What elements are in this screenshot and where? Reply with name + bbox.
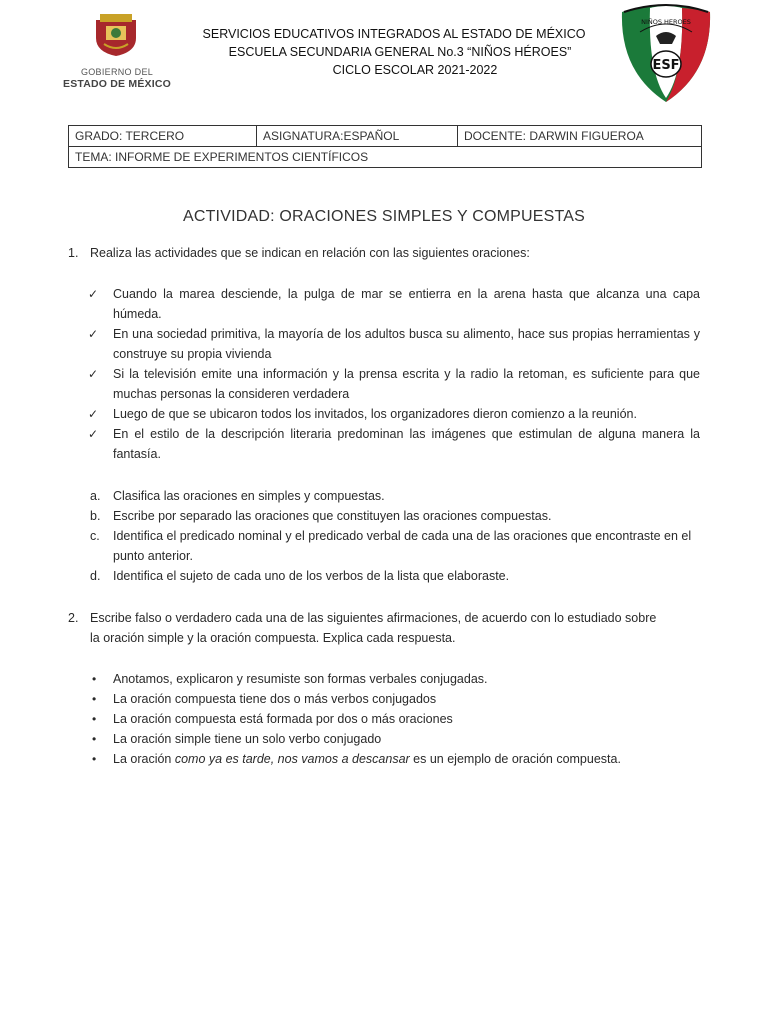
item-1-number: 1. bbox=[68, 246, 79, 260]
list-item bbox=[88, 404, 700, 424]
list-item bbox=[90, 749, 702, 769]
shield-arc-text: NIÑOS HEROES bbox=[641, 18, 691, 26]
logo-line-2: ESTADO DE MÉXICO bbox=[62, 78, 171, 90]
check-icon: ✓ bbox=[88, 367, 99, 381]
task-text: Identifica el predicado nominal y el predicado verbal de cada una de las oraciones que encontraste en el punto anterior. bbox=[113, 529, 692, 563]
example-sentence: como ya es tarde, nos vamos a descansar bbox=[174, 752, 410, 766]
list-item bbox=[90, 566, 702, 586]
statement-text: es un ejemplo de oración compuesta. bbox=[409, 752, 621, 766]
task-text: Clasifica las oraciones en simples y compuestas. bbox=[113, 489, 385, 503]
task-label: a. bbox=[90, 489, 101, 503]
statement-text: La oración simple tiene un solo verbo conjugado bbox=[113, 732, 382, 746]
list-item bbox=[88, 284, 700, 324]
bullet-icon: • bbox=[92, 672, 97, 686]
check-icon: ✓ bbox=[88, 327, 99, 341]
list-item bbox=[90, 669, 702, 689]
list-item bbox=[88, 364, 700, 404]
task-label: d. bbox=[90, 569, 101, 583]
statement-text: La oración bbox=[113, 752, 175, 766]
check-icon: ✓ bbox=[88, 407, 99, 421]
bullet-icon: • bbox=[92, 712, 97, 726]
document-header bbox=[180, 25, 620, 79]
task-list bbox=[90, 486, 702, 586]
sentence-text: Cuando la marea desciende, la pulga de mar se entierra en la arena hasta que alcanza una capa húmeda. bbox=[113, 287, 700, 321]
bullet-icon: • bbox=[92, 692, 97, 706]
logo-line-1: GOBIERNO DEL bbox=[80, 67, 154, 77]
sentence-text: Si la televisión emite una información y la prensa escrita y la radio la retoman, es suficiente para que muchas personas la consideren verdadera bbox=[113, 367, 700, 401]
bullet-icon: • bbox=[92, 752, 97, 766]
list-item bbox=[90, 526, 702, 566]
sentence-text: En el estilo de la descripción literaria predominan las imágenes que estimulan de alguna manera la fantasía. bbox=[113, 427, 700, 461]
item-2-line-1: Escribe falso o verdadero cada una de las siguientes afirmaciones, de acuerdo con lo estudiado sobre bbox=[90, 611, 657, 625]
shield-monogram: ESF bbox=[652, 58, 680, 73]
tema-cell: TEMA: INFORME DE EXPERIMENTOS CIENTÍFICOS bbox=[69, 147, 702, 168]
asignatura-cell: ASIGNATURA:ESPAÑOL bbox=[257, 126, 458, 147]
activity-title: ACTIVIDAD: ORACIONES SIMPLES Y COMPUESTAS bbox=[182, 208, 586, 225]
gobierno-logo bbox=[52, 14, 182, 94]
list-item bbox=[88, 424, 700, 464]
sentence-list bbox=[88, 284, 700, 464]
item-2-line-2: la oración simple y la oración compuesta. Explica cada respuesta. bbox=[90, 631, 456, 645]
statement-text: La oración compuesta está formada por dos o más oraciones bbox=[113, 712, 453, 726]
statement-text: La oración compuesta tiene dos o más verbos conjugados bbox=[113, 692, 437, 706]
header-line-2: ESCUELA SECUNDARIA GENERAL No.3 “NIÑOS HÉROES” bbox=[228, 45, 572, 59]
shield-icon bbox=[616, 2, 716, 106]
bullet-icon: • bbox=[92, 732, 97, 746]
item-1-text: Realiza las actividades que se indican en relación con las siguientes oraciones: bbox=[90, 246, 530, 260]
grado-cell: GRADO: TERCERO bbox=[69, 126, 257, 147]
task-label: b. bbox=[90, 509, 101, 523]
task-text: Identifica el sujeto de cada uno de los verbos de la lista que elaboraste. bbox=[113, 569, 510, 583]
check-icon: ✓ bbox=[88, 287, 99, 301]
list-item bbox=[88, 324, 700, 364]
check-icon: ✓ bbox=[88, 427, 99, 441]
list-item bbox=[90, 506, 702, 526]
list-item bbox=[90, 729, 702, 749]
sentence-text: En una sociedad primitiva, la mayoría de los adultos busca su alimento, hace sus propias herramientas y construye su propia vivienda bbox=[113, 327, 700, 361]
list-item bbox=[90, 486, 702, 506]
statement-text: Anotamos, explicaron y resumiste son formas verbales conjugadas. bbox=[113, 672, 488, 686]
state-coat-of-arms-icon bbox=[90, 14, 142, 58]
info-table bbox=[68, 125, 702, 168]
item-2-number: 2. bbox=[68, 611, 79, 625]
statement-list bbox=[90, 669, 702, 769]
task-text: Escribe por separado las oraciones que constituyen las oraciones compuestas. bbox=[113, 509, 552, 523]
list-item bbox=[90, 689, 702, 709]
list-item bbox=[90, 709, 702, 729]
header-line-3: CICLO ESCOLAR 2021-2022 bbox=[332, 63, 498, 77]
docente-cell: DOCENTE: DARWIN FIGUEROA bbox=[458, 126, 702, 147]
task-label: c. bbox=[90, 529, 100, 543]
header-line-1: SERVICIOS EDUCATIVOS INTEGRADOS AL ESTADO DE MÉXICO bbox=[202, 27, 586, 41]
sentence-text: Luego de que se ubicaron todos los invitados, los organizadores dieron comienzo a la reunión. bbox=[113, 407, 637, 421]
item-2-text bbox=[90, 608, 702, 648]
school-shield-logo bbox=[616, 2, 716, 106]
